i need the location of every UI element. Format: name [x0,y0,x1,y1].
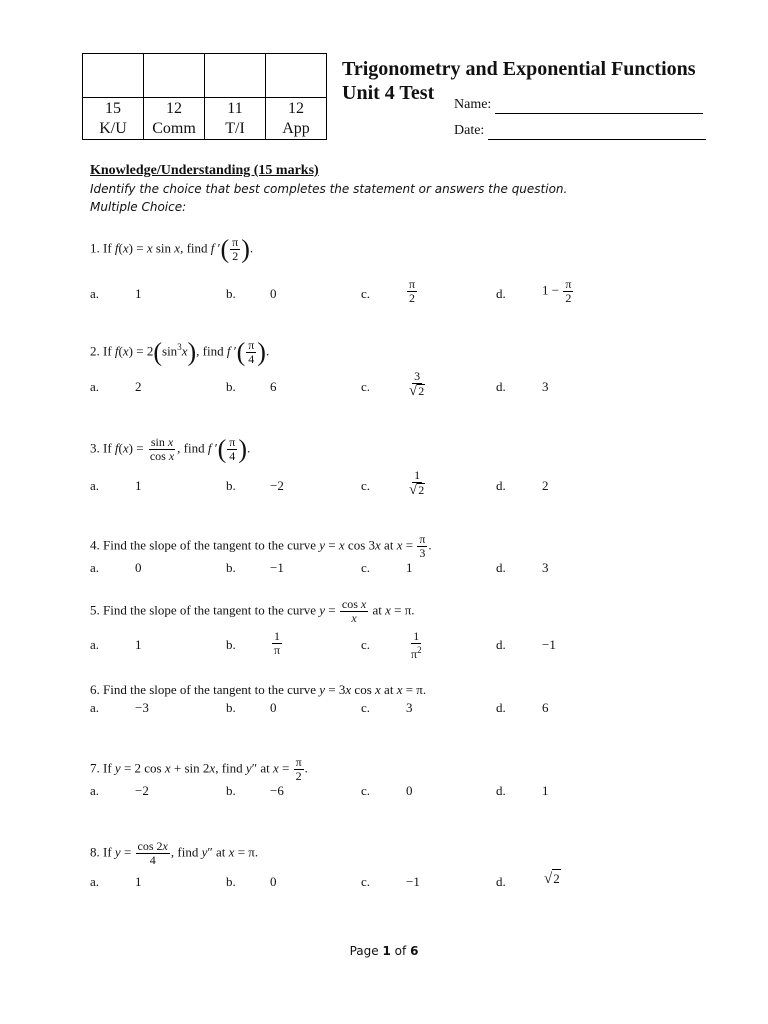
q1-value-d: 1 − $\frac{\pi}{2}$ [542,277,572,305]
q5-option-a[interactable]: a. [90,637,100,652]
q7-value-c: 0 [406,783,413,798]
q6-option-c[interactable]: c. [361,700,371,715]
marks-header-comm: 12 Comm [144,98,205,140]
q8-option-d[interactable]: d. [496,874,506,889]
q8-option-c[interactable]: c. [361,874,371,889]
marks-cell-ti [205,54,266,98]
section-heading: Knowledge/Understanding (15 marks) [90,163,319,178]
q3-value-a: 1 [135,478,142,493]
q5-option-c[interactable]: c. [361,637,371,652]
q7-option-b[interactable]: b. [226,783,236,798]
question-1: 1. If f(x) = x sin x, find f ′( $\frac{\pi}{2}$ ). [90,234,254,264]
q2-option-b[interactable]: b. [226,379,236,394]
q7-option-c[interactable]: c. [361,783,371,798]
q1-value-b: 0 [270,286,277,301]
q6-value-b: 0 [270,700,277,715]
q4-option-c[interactable]: c. [361,560,371,575]
q8-value-b: 0 [270,874,277,889]
q3-option-c[interactable]: c. [361,478,371,493]
q3-value-b: −2 [270,478,284,493]
q3-option-b[interactable]: b. [226,478,236,493]
marks-header-ku: 15 K/U [83,98,144,140]
q8-option-b[interactable]: b. [226,874,236,889]
name-field[interactable]: Name: [454,96,703,114]
q8-option-a[interactable]: a. [90,874,100,889]
instruction-multiple-choice: Multiple Choice: [90,200,187,214]
page-title: Trigonometry and Exponential Functions Unit 4 Test [342,58,696,104]
q1-value-a: 1 [135,286,142,301]
q2-option-c[interactable]: c. [361,379,371,394]
q3-option-a[interactable]: a. [90,478,100,493]
q4-option-b[interactable]: b. [226,560,236,575]
marks-cell-comm [144,54,205,98]
q6-option-b[interactable]: b. [226,700,236,715]
marks-cell-ku [83,54,144,98]
question-4: 4. Find the slope of the tangent to the curve y = x cos 3x at x = $\frac{\pi}{3}$ . [90,532,432,560]
question-2: 2. If $f(x) = 2(\sin^3x)$, find f ′( $\frac{\pi}{4}$ ). [90,337,270,367]
q3-value-d: 2 [542,478,549,493]
q6-value-d: 6 [542,700,549,715]
q8-value-d: √ 2 [544,871,560,887]
q1-option-b[interactable]: b. [226,286,236,301]
question-8: 8. If y = $\frac{\cos 2x}{4}$ , find y″ at x = π. [90,839,259,867]
q5-value-d: −1 [542,637,556,652]
q1-value-c: $\frac{\pi}{2}$ [409,277,416,305]
q7-option-a[interactable]: a. [90,783,100,798]
q2-value-b: 6 [270,379,277,394]
q1-option-d[interactable]: d. [496,286,506,301]
q5-value-b: $\frac{1}{\pi}$ [274,629,281,657]
q7-value-b: −6 [270,783,284,798]
q2-value-d: 3 [542,379,549,394]
question-7: 7. If y = 2 cos x + sin 2x, find y″ at x = $\frac{\pi}{2}$ . [90,755,308,783]
q5-option-b[interactable]: b. [226,637,236,652]
instruction-text: Identify the choice that best completes the statement or answers the question. [90,182,568,196]
q1-option-a[interactable]: a. [90,286,100,301]
question-6: 6. Find the slope of the tangent to the curve y = 3x cos x at x = π. [90,682,427,697]
q6-option-d[interactable]: d. [496,700,506,715]
q8-value-a: 1 [135,874,142,889]
question-5: 5. Find the slope of the tangent to the curve y = $\frac{\text{cos x}}{x}$ at x = π. [90,597,415,625]
q4-option-a[interactable]: a. [90,560,100,575]
q1-option-c[interactable]: c. [361,286,371,301]
q6-value-a: −3 [135,700,149,715]
q2-value-c: 3 √ 2 [409,369,425,399]
q3-value-c: 1 √ 2 [409,468,425,498]
q3-option-d[interactable]: d. [496,478,506,493]
q2-option-d[interactable]: d. [496,379,506,394]
q2-value-a: 2 [135,379,142,394]
q7-value-a: −2 [135,783,149,798]
q8-value-c: −1 [406,874,420,889]
q2-option-a[interactable]: a. [90,379,100,394]
q6-option-a[interactable]: a. [90,700,100,715]
marks-cell-app [266,54,327,98]
q4-value-c: 1 [406,560,413,575]
q6-value-c: 3 [406,700,413,715]
q5-option-d[interactable]: d. [496,637,506,652]
marks-header-app: 12 App [266,98,327,140]
marks-table [82,53,327,140]
date-field[interactable]: Date: [454,122,706,140]
page-footer: Page 1 of 6 [349,944,419,958]
q7-value-d: 1 [542,783,549,798]
q7-option-d[interactable]: d. [496,783,506,798]
q5-value-c: $\frac{1}{\pi^2}$ [411,629,422,661]
q4-option-d[interactable]: d. [496,560,506,575]
marks-header-ti: 11 T/I [205,98,266,140]
q5-value-a: 1 [135,637,142,652]
q4-value-a: 0 [135,560,142,575]
q4-value-b: −1 [270,560,284,575]
question-3: 3. If f(x) = $\frac{\text{sin x}}{\text{cos x}}$ , find f ′( $\frac{\pi}{4}$ ). [90,434,251,464]
q4-value-d: 3 [542,560,549,575]
